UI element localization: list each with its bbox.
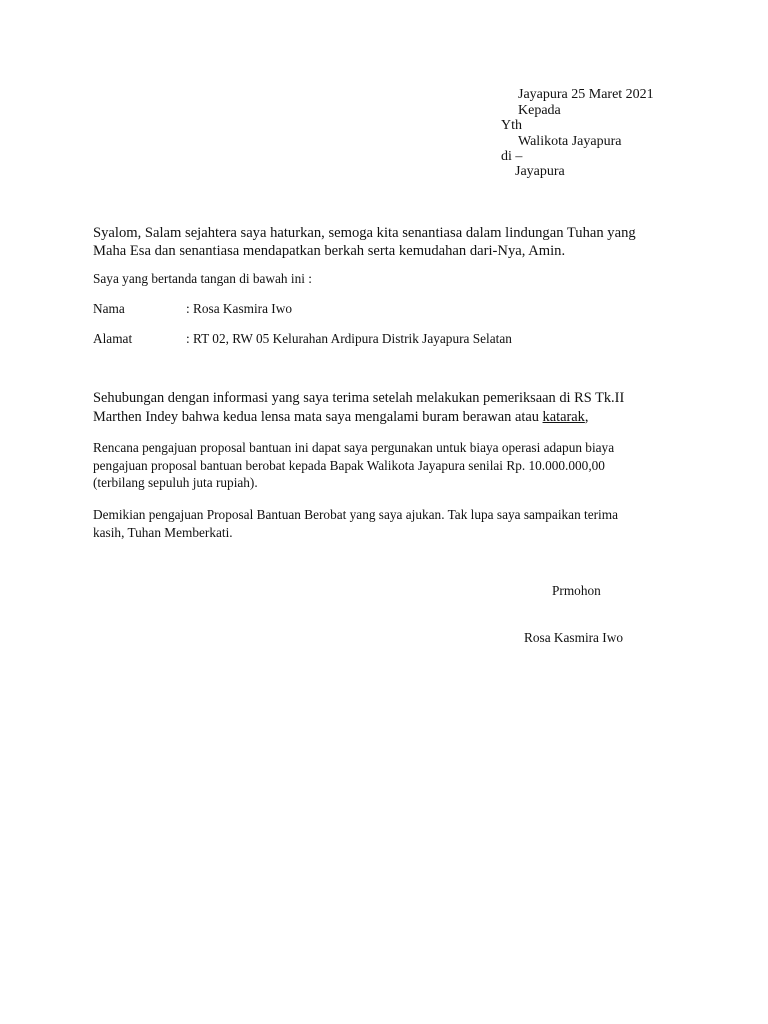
field-row-alamat [93, 331, 512, 347]
greeting-line-1: Syalom, Salam sejahtera saya haturkan, semoga kita senantiasa dalam lindungan Tuhan yang [93, 225, 636, 241]
signature-label: Prmohon [552, 583, 601, 598]
yth-label: Yth [501, 118, 522, 133]
date-line: Jayapura 25 Maret 2021 [518, 87, 654, 102]
rencana-line-2: pengajuan proposal bantuan berobat kepada Bapak Walikota Jayapura senilai Rp. 10.000.000,00 [93, 458, 605, 473]
di-label: di – [501, 149, 523, 164]
field-row-nama [93, 301, 292, 317]
closing-line-1: Demikian pengajuan Proposal Bantuan Berobat yang saya ajukan. Tak lupa saya sampaikan terima [93, 507, 618, 522]
sehubungan-comma: , [584, 409, 589, 425]
field-value: : Rosa Kasmira Iwo [186, 301, 292, 316]
field-label: Nama [93, 301, 125, 316]
rencana-line-3: (terbilang sepuluh juta rupiah). [93, 475, 258, 490]
closing-line-2: kasih, Tuhan Memberkati. [93, 525, 233, 540]
katarak-word: katarak [542, 409, 585, 425]
field-label: Alamat [93, 331, 133, 346]
intro-line: Saya yang bertanda tangan di bawah ini : [93, 271, 312, 286]
recipient-name: Walikota Jayapura [518, 134, 622, 149]
kepada-label: Kepada [518, 103, 561, 118]
sehubungan-line-1: Sehubungan dengan informasi yang saya terima setelah melakukan pemeriksaan di RS Tk.II [93, 390, 625, 406]
signature-name: Rosa Kasmira Iwo [524, 630, 623, 645]
rencana-line-1: Rencana pengajuan proposal bantuan ini dapat saya pergunakan untuk biaya operasi adapun biaya [93, 440, 615, 455]
field-value: : RT 02, RW 05 Kelurahan Ardipura Distrik Jayapura Selatan [186, 331, 512, 346]
city-name: Jayapura [515, 164, 565, 179]
sehubungan-line-2 [93, 409, 588, 426]
greeting-line-2: Maha Esa dan senantiasa mendapatkan berkah serta kemudahan dari-Nya, Amin. [93, 243, 566, 259]
sehubungan-text: Marthen Indey bahwa kedua lensa mata saya mengalami buram berawan atau [93, 409, 543, 425]
